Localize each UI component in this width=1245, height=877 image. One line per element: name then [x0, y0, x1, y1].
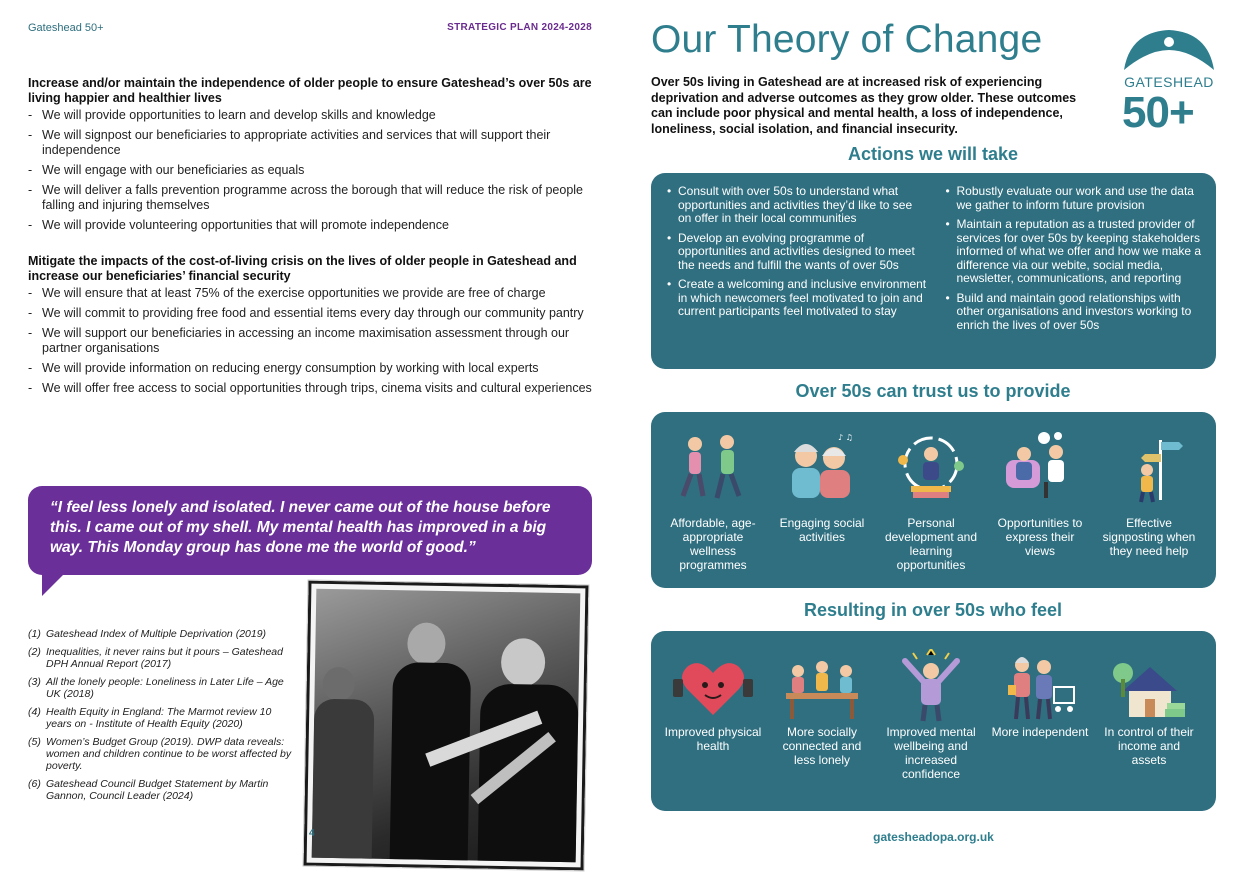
objective-heading: Increase and/or maintain the independence of older people to ensure Gateshead’s over 50s are living happier and healthier lives — [28, 76, 592, 105]
learning-icon — [891, 430, 971, 506]
intro-paragraph: Over 50s living in Gateshead are at increased risk of experiencing deprivation and adverse outcomes as they grow older. These outcomes can include poor physical and mental health, a loss of independence, loneliness, social isolation, and financial insecurity. — [651, 75, 1077, 136]
right-page — [622, 0, 1245, 877]
objective-list — [28, 286, 593, 396]
feel-panel — [651, 631, 1216, 811]
trust-item-label: Personal development and learning opportunities — [884, 516, 978, 572]
svg-text:♪ ♫: ♪ ♫ — [838, 433, 853, 442]
list-item: - We will engage with our beneficiaries as equals — [28, 163, 593, 178]
page-title: Our Theory of Change — [651, 18, 1043, 61]
house-money-icon — [1109, 649, 1189, 725]
reference-item: (1) Gateshead Index of Multiple Deprivation (2019) — [28, 628, 267, 640]
running-head: Gateshead 50+ — [28, 22, 104, 34]
list-item: - We will provide volunteering opportunities that will promote independence — [28, 218, 593, 233]
people-at-table-icon — [782, 649, 862, 725]
feel-item-label: More independent — [991, 725, 1089, 739]
feel-item-label: More socially connected and less lonely — [782, 725, 862, 767]
celebrating-person-icon — [891, 649, 971, 725]
action-item: • Develop an evolving programme of opportunities and activities designed to meet the needs and fulfill the wants of over 50s — [667, 232, 928, 273]
objective-cost-of-living — [28, 254, 593, 401]
action-item: • Robustly evaluate our work and use the data we gather to inform future provision — [946, 185, 1207, 212]
action-item: • Build and maintain good relationships with other organisations and investors working to enrich the lives of over 50s — [946, 292, 1207, 333]
action-item: • Create a welcoming and inclusive environment in which newcomers feel motivated to join and current participants feel motivated to stay — [667, 278, 928, 319]
feel-item-label: In control of their income and assets — [1104, 725, 1194, 767]
action-item: • Maintain a reputation as a trusted provider of services for over 50s by keeping stakeholders informed of what we offer and how we make a difference via our webite, social media, newsletter, communications, and reporting — [946, 218, 1207, 286]
reference-item: (2) Inequalities, it never rains but it pours – Gateshead DPH Annual Report (2017) — [28, 646, 283, 670]
signpost-icon — [1109, 430, 1189, 506]
references-list — [28, 628, 296, 808]
trust-panel — [651, 412, 1216, 588]
website-link[interactable]: gatesheadopa.org.uk — [873, 830, 994, 844]
left-page — [0, 0, 622, 877]
quote-text: “I feel less lonely and isolated. I never came out of the house before this. I came out of my shell. My mental health has improved in a big way. This Monday group has done me the world of good.” — [50, 499, 551, 556]
trust-item-label: Affordable, age-appropriate wellness programmes — [670, 516, 756, 572]
actions-list-left — [667, 185, 928, 369]
conversation-icon — [1000, 430, 1080, 506]
action-item: • Consult with over 50s to understand what opportunities and activities they’d like to see on offer in their local communities — [667, 185, 928, 226]
list-item: - We will commit to providing free food and essential items every day through our community pantry — [28, 306, 593, 321]
list-item: - We will deliver a falls prevention programme across the borough that will reduce the risk of people falling and injuring themselves — [28, 183, 593, 213]
list-item: - We will offer free access to social opportunities through trips, cinema visits and cultural experiences — [28, 381, 593, 396]
quote-bubble — [28, 486, 592, 575]
reference-item: (4) Health Equity in England: The Marmot review 10 years on - Institute of Health Equity (2020) — [28, 706, 272, 730]
heart-weights-icon — [673, 649, 753, 725]
walking-couple-icon — [673, 430, 753, 506]
feel-item-label: Improved physical health — [664, 725, 762, 753]
trust-item-label: Effective signposting when they need help — [1102, 516, 1196, 558]
list-item: - We will ensure that at least 75% of the exercise opportunities we provide are free of charge — [28, 286, 593, 301]
list-item: - We will provide opportunities to learn and develop skills and knowledge — [28, 108, 593, 123]
list-item: - We will provide information on reducing energy consumption by working with local experts — [28, 361, 593, 376]
trust-item-label: Engaging social activities — [779, 516, 865, 544]
logo-emblem-icon — [1120, 26, 1218, 76]
actions-panel — [651, 173, 1216, 369]
list-item: - We will support our beneficiaries in accessing an income maximisation assessment through our partner organisations — [28, 326, 593, 356]
logo-name: GATESHEAD — [1124, 74, 1214, 90]
logo-number: 50+ — [1122, 88, 1194, 137]
objective-independence — [28, 76, 593, 238]
gateshead-50-logo — [1120, 26, 1218, 137]
social-group-icon — [782, 430, 862, 506]
page-number: 4 — [309, 828, 315, 839]
objective-list — [28, 108, 593, 233]
guitar-players-photo — [303, 580, 590, 872]
trust-item-label: Opportunities to express their views — [997, 516, 1083, 558]
doc-title: STRATEGIC PLAN 2024-2028 — [447, 22, 592, 33]
actions-list-right — [946, 185, 1207, 369]
quote-bubble-tail — [42, 570, 68, 596]
list-item: - We will signpost our beneficiaries to appropriate activities and services that will support their independence — [28, 128, 593, 158]
shopping-couple-icon — [1000, 649, 1080, 725]
objective-heading: Mitigate the impacts of the cost-of-living crisis on the lives of older people in Gateshead and increase our beneficiaries’ financial security — [28, 254, 577, 283]
feel-item-label: Improved mental wellbeing and increased confidence — [886, 725, 976, 781]
trust-heading: Over 50s can trust us to provide — [795, 381, 1071, 401]
actions-heading: Actions we will take — [847, 144, 1019, 164]
feel-heading: Resulting in over 50s who feel — [803, 600, 1063, 620]
reference-item: (5) Women’s Budget Group (2019). DWP data reveals: women and children continue to be worst affected by poverty. — [28, 736, 292, 772]
reference-item: (6) Gateshead Council Budget Statement by Martin Gannon, Council Leader (2024) — [28, 778, 269, 802]
reference-item: (3) All the lonely people: Loneliness in Later Life – Age UK (2018) — [28, 676, 284, 700]
